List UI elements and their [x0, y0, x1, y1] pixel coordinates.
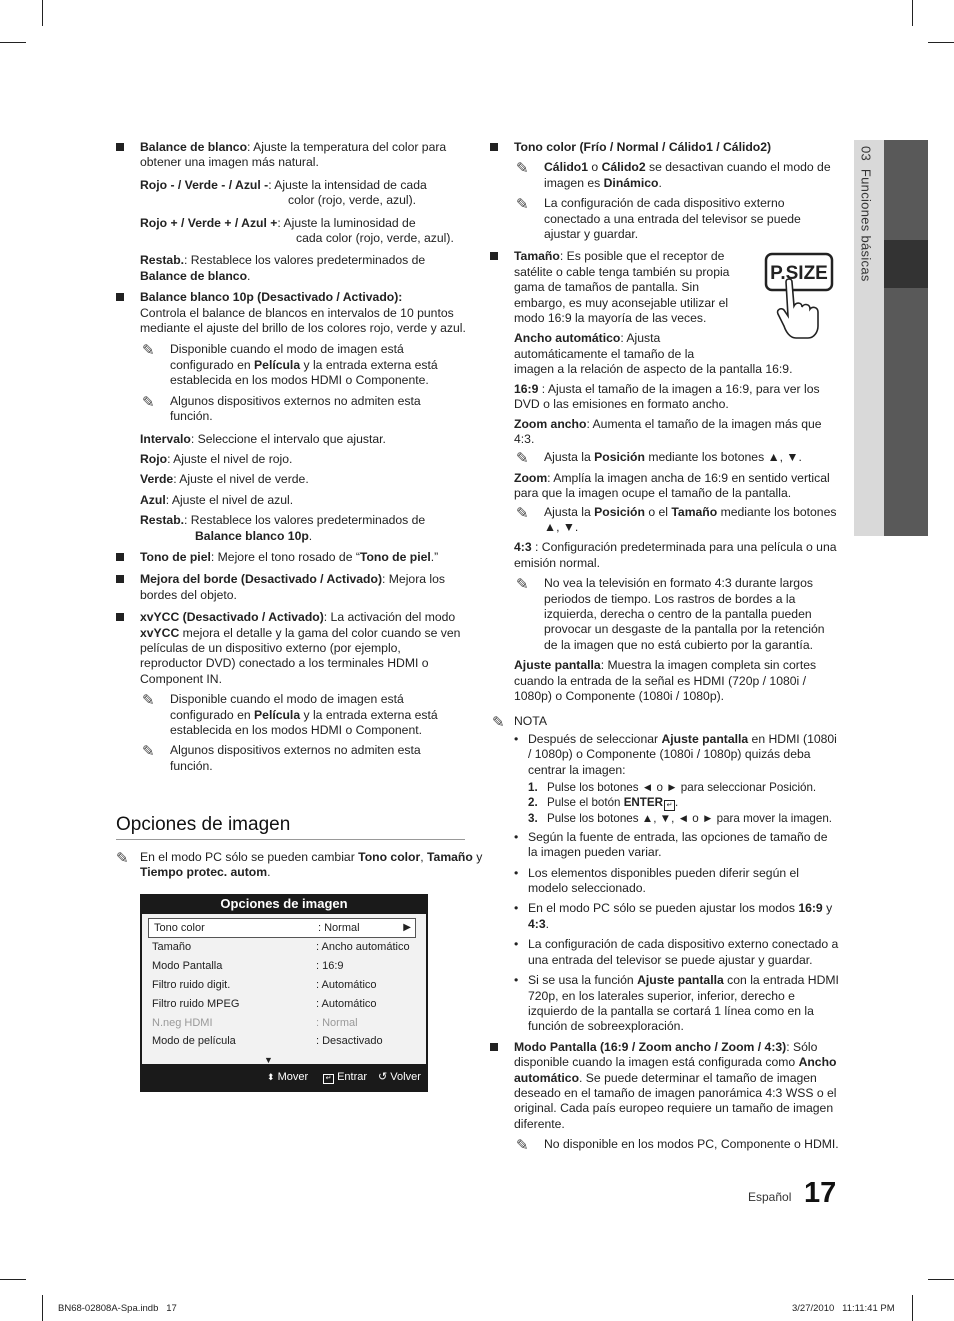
term: Tamaño [514, 249, 560, 264]
note [140, 692, 466, 738]
desc: : Muestra la imagen completa sin cortes cuando la entrada de la señal es HDMI (720p / 1080i / 1080p) o Componente (1080i / 1080p). [514, 658, 817, 703]
list-item: 2. Pulse el botón ENTER ↵ . [528, 796, 679, 810]
crop-mark [42, 0, 43, 26]
crop-mark [0, 1279, 26, 1280]
up-down-arrow-icon: ⬍ [267, 1072, 275, 1082]
desc: Ajusta la [544, 450, 595, 465]
desc: . [658, 175, 662, 190]
desc: En el modo PC sólo se pueden cambiar [140, 850, 359, 864]
osd-row-label: Modo de película [152, 1035, 236, 1047]
desc: , [420, 850, 427, 864]
osd-row-label: Tamaño [152, 941, 192, 953]
term: Zoom [514, 470, 548, 485]
chapter-tab-label [858, 146, 873, 282]
square-bullet-icon [116, 553, 124, 561]
term: Rojo + / Verde + / Azul + [140, 215, 278, 230]
desc: Algunos dispositivos externos no admiten esta función. [170, 393, 421, 424]
desc: Pulse los botones ◄ o ► para seleccionar Posición. [547, 781, 817, 795]
osd-row-label: Tono color [154, 922, 205, 934]
sub-4-3 [490, 540, 840, 571]
crop-mark [0, 42, 26, 43]
desc: . [267, 865, 271, 880]
sub-verde [116, 472, 466, 487]
term: Posición [594, 450, 645, 465]
psize-button-label: P.SIZE [770, 263, 828, 284]
desc: : La activación del modo [323, 610, 456, 625]
list-item [528, 780, 840, 795]
steps-list [512, 780, 840, 827]
desc: : Aumenta el tamaño de la imagen más que 4:3. [514, 416, 822, 446]
desc: : Ajuste la luminosidad de [277, 215, 416, 230]
osd-row-filtro-digit[interactable] [152, 976, 414, 994]
osd-row-nneg-hdmi [152, 1014, 414, 1032]
desc: o el [644, 504, 672, 519]
desc: mediante los botones ▲, ▼. [644, 450, 802, 465]
osd-menu [140, 894, 428, 1092]
sub-azul [116, 493, 466, 508]
desc: y la entrada externa está establecida en los modos HDMI o Component. [170, 707, 438, 737]
term: Tamaño [671, 504, 718, 519]
desc: La configuración de cada dispositivo externo conectado a una entrada del televisor se puede ajustar y guardar. [528, 937, 839, 967]
desc: Pulse el botón [547, 796, 624, 810]
enter-icon: ↵ [664, 800, 675, 811]
desc: Disponible cuando el modo de imagen está configurado en [170, 692, 404, 722]
term: Ajuste pantalla [661, 731, 749, 746]
desc: : Ajuste el nivel de rojo. [167, 451, 293, 466]
term: Rojo - / Verde - / Azul - [140, 177, 269, 192]
osd-menu-title: Opciones de imagen [220, 896, 348, 911]
term: Ajuste pantalla [637, 973, 724, 988]
osd-row-label: N.neg HDMI [152, 1017, 213, 1029]
term: Tono color [358, 850, 421, 864]
term: Azul [140, 492, 166, 507]
term: 16:9 [798, 901, 823, 916]
term: Modo Pantalla (16:9 / Zoom ancho / Zoom / 4:3) [514, 1039, 787, 1054]
term: Tono de piel [359, 549, 431, 564]
bullet-xvycc [116, 610, 466, 687]
scroll-down-icon[interactable]: ▼ [264, 1055, 273, 1065]
term: Intervalo [140, 431, 191, 446]
term: Balance de blanco [140, 268, 248, 283]
bullet-balance-10p [116, 290, 466, 336]
square-bullet-icon [116, 293, 124, 301]
note [514, 576, 840, 653]
left-column [116, 140, 466, 774]
square-bullet-icon [490, 1043, 498, 1051]
bullet-balance-blanco [116, 140, 466, 171]
desc: o [588, 160, 602, 175]
section-title: Opciones de imagen [116, 814, 465, 840]
pencil-note-icon: ✎ [516, 160, 529, 178]
term: Ancho automático [514, 1055, 837, 1085]
desc: : Configuración predeterminada para una película o una emisión normal. [514, 540, 837, 570]
desc: Pulse los botones ▲, ▼, ◄ o ► para mover la imagen. [547, 812, 832, 826]
chapter-number: 03 [858, 146, 874, 162]
desc: : Restablece los valores predeterminados de [184, 253, 426, 268]
pencil-note-icon: ✎ [116, 850, 129, 867]
bullet-tono-color [490, 140, 840, 155]
term: xvYCC [140, 625, 180, 640]
desc: En el modo PC sólo se pueden ajustar los modos [528, 901, 799, 916]
note [514, 196, 840, 242]
term: 16:9 [514, 381, 539, 396]
sub-zoom [490, 471, 840, 502]
page-number: 17 [804, 1177, 837, 1209]
list-item [512, 937, 840, 968]
desc: . Se puede determinar el tamaño de imagen deseado en el tamaño de imagen panorámica 4:3 WSS o el original. Cada país europeo requiere un tamaño de imagen diferente. [514, 1070, 837, 1131]
note [514, 505, 840, 536]
list-item [512, 901, 840, 932]
chapter-tab-dark [884, 140, 928, 536]
desc: : Sólo disponible cuando la imagen está configurada como [514, 1039, 818, 1070]
crop-mark [42, 1295, 43, 1321]
nota-block [490, 714, 840, 732]
pencil-note-icon: ✎ [516, 196, 529, 214]
sub-16-9 [490, 382, 840, 413]
desc: : Restablece los valores predeterminados de [184, 513, 426, 528]
date-footer: 3/27/2010 11:11:41 PM [792, 1303, 895, 1314]
square-bullet-icon [116, 613, 124, 621]
note [140, 394, 466, 425]
osd-row-value: : Automático [316, 979, 377, 991]
osd-row-value: : Desactivado [316, 1035, 383, 1047]
crop-mark [912, 0, 913, 26]
term: Tono color (Frío / Normal / Cálido1 / Cálido2) [514, 140, 772, 154]
bullet-modo-pantalla [490, 1040, 840, 1132]
square-bullet-icon [490, 252, 498, 260]
osd-row-value: : Normal [318, 922, 360, 934]
osd-row-value: : Normal [316, 1017, 358, 1029]
osd-row-value: : 16:9 [316, 960, 344, 972]
pencil-note-icon: ✎ [516, 504, 529, 522]
square-bullet-icon [116, 575, 124, 583]
term: Balance blanco 10p [195, 528, 309, 543]
arrow-right-icon: ▶ [403, 922, 411, 933]
desc: . [247, 268, 251, 283]
desc: : Ajuste la temperatura del color para obtener una imagen más natural. [140, 140, 447, 170]
desc: Controla el balance de blancos en intervalos de 10 puntos mediante el ajuste del brillo de los colores rojo, verde y azul. [140, 305, 466, 336]
enter-icon: ↵ [323, 1074, 334, 1084]
list-item [512, 973, 840, 1035]
term: Dinámico [603, 175, 659, 190]
osd-row-label: Modo Pantalla [152, 960, 223, 972]
list-item [512, 830, 840, 861]
desc: y [822, 901, 833, 916]
note [514, 450, 840, 468]
osd-row-tono-color[interactable] [148, 918, 416, 938]
square-bullet-icon [490, 143, 498, 151]
desc: Algunos dispositivos externos no admiten esta función. [170, 743, 421, 773]
sub-restab-1 [116, 253, 466, 284]
desc: cada color (rojo, verde, azul). [296, 231, 454, 246]
osd-row-modo-pantalla[interactable] [152, 957, 414, 975]
desc: No vea la televisión en formato 4:3 durante largos periodos de tiempo. Los rastros de bordes a la izquierda, derecha o centro de la pantalla pueden provocar un desgaste de la pantalla por la retención de la imagen que no está cubierto por la garantía. [544, 576, 825, 652]
pencil-note-icon: ✎ [142, 692, 155, 710]
pencil-note-icon: ✎ [516, 576, 529, 594]
step-number: 2. [528, 796, 538, 810]
sub-restab-2 [116, 513, 466, 544]
term: xvYCC (Desactivado / Activado) [140, 610, 324, 625]
osd-back-hint [378, 1066, 421, 1088]
return-icon: ↺ [378, 1071, 388, 1083]
desc: : Ajuste el nivel de verde. [173, 472, 309, 487]
term: Ajuste pantalla [514, 658, 601, 673]
desc: . [308, 528, 313, 543]
term: Balance de blanco [140, 140, 248, 154]
osd-move-hint [267, 1066, 308, 1088]
hint-label: Volver [390, 1071, 421, 1083]
term: Tono de piel [140, 549, 211, 564]
sub-zoom-ancho [490, 417, 840, 448]
step-number: 1. [528, 781, 538, 795]
bullet-mejora-borde [116, 572, 466, 603]
osd-menu-list [142, 914, 426, 1064]
term: Cálido1 [544, 160, 589, 175]
desc: color (rojo, verde, azul). [288, 193, 417, 208]
osd-row-modo-pelicula[interactable] [152, 1032, 414, 1050]
note [514, 1137, 840, 1155]
desc: : Seleccione el intervalo que ajustar. [190, 431, 386, 446]
osd-menu-footer [140, 1066, 428, 1088]
osd-enter-hint [323, 1066, 367, 1088]
desc: se desactivan cuando el modo de imagen es [544, 160, 831, 190]
term: Cálido2 [601, 160, 646, 175]
nota-list [490, 732, 840, 1035]
crop-mark [912, 1295, 913, 1321]
osd-row-tamano[interactable] [152, 938, 414, 956]
term: 4:3 [528, 916, 546, 931]
term: Ancho automático [514, 331, 621, 346]
desc: imagen a la relación de aspecto de la pantalla 16:9. [514, 362, 793, 377]
desc: : Amplía la imagen ancha de 16:9 en sentido vertical para que la imagen ocupe el tamaño de la pantalla. [514, 470, 830, 501]
desc: Disponible cuando el modo de imagen está configurado en [170, 342, 404, 372]
osd-row-label: Filtro ruido digit. [152, 979, 231, 991]
sub-ajuste-pantalla [490, 658, 840, 704]
note [140, 342, 466, 388]
desc: : Ajuste el nivel de azul. [165, 492, 294, 507]
desc: .” [430, 549, 439, 564]
list-item [512, 732, 840, 778]
file-footer: BN68-02808A-Spa.indb 17 [58, 1303, 177, 1314]
term: Balance blanco 10p (Desactivado / Activado): [140, 290, 403, 305]
pencil-note-icon: ✎ [492, 714, 505, 732]
crop-mark [928, 42, 954, 43]
sub-rojo-menos [116, 178, 466, 209]
sub-rojo-mas [116, 216, 466, 247]
hint-label: Entrar [337, 1071, 368, 1083]
term: Tamaño [427, 850, 473, 864]
term: Restab. [140, 513, 185, 528]
bullet-tamano [490, 249, 740, 326]
desc: y [472, 850, 483, 864]
term: Película [254, 707, 301, 722]
osd-row-value: : Automático [316, 998, 377, 1010]
desc: La configuración de cada dispositivo externo conectado a una entrada del televisor se puede ajustar y guardar. [544, 196, 801, 242]
desc: en HDMI (1080i / 1080p) o Componente (1080i / 1080p) quizás deba centrar la imagen: [528, 731, 837, 777]
desc: con la entrada HDMI 720p, en los laterales superior, inferior, derecho e izquierdo de la pantalla se cortará 1 línea como en la función de sobreexploración. [528, 973, 839, 1034]
pencil-note-icon: ✎ [142, 743, 155, 761]
note [514, 160, 840, 191]
term: Posición [594, 504, 645, 519]
pencil-note-icon: ✎ [516, 450, 529, 468]
term: Película [254, 357, 301, 372]
desc: Los elementos disponibles pueden diferir según el modelo seleccionado. [528, 865, 800, 896]
desc: : Mejore el tono rosado de “ [210, 549, 360, 564]
desc: y la entrada externa está establecida en los modos HDMI o Componente. [170, 357, 438, 388]
desc: Según la fuente de entrada, las opciones de tamaño de la imagen pueden variar. [528, 829, 828, 860]
desc: mejora el detalle y la gama del color cuando se ven películas de un dispositivo externo (por ejemplo, reproductor DVD) conectado a los terminales HDMI o Component IN. [140, 625, 461, 686]
note [140, 743, 466, 774]
term: Tiempo protec. autom [140, 865, 268, 880]
desc: : Mejora los bordes del objeto. [140, 572, 445, 602]
term: 4:3 [514, 540, 532, 555]
osd-row-label: Filtro ruido MPEG [152, 998, 240, 1010]
desc: . [545, 916, 550, 931]
step-number: 3. [528, 812, 538, 826]
nota-title: NOTA [514, 714, 547, 729]
desc: : Ajusta automáticamente el tamaño de la [514, 331, 695, 361]
term: ENTER [623, 796, 663, 810]
term: Mejora del borde (Desactivado / Activado) [140, 572, 382, 587]
pencil-note-icon: ✎ [516, 1137, 529, 1155]
bullet-tono-piel [116, 550, 466, 565]
osd-row-value: : Ancho automático [316, 941, 410, 953]
page-language: Español [748, 1190, 792, 1204]
desc: Si se usa la función [528, 973, 638, 988]
crop-mark [928, 1279, 954, 1280]
desc: No disponible en los modos PC, Componente o HDMI. [544, 1137, 839, 1152]
hint-label: Mover [277, 1071, 309, 1083]
osd-row-filtro-mpeg[interactable] [152, 995, 414, 1013]
psize-button-illustration [764, 252, 836, 340]
sub-rojo [116, 452, 466, 467]
desc: : Ajuste la intensidad de cada [268, 177, 427, 192]
square-bullet-icon [116, 143, 124, 151]
pencil-note-icon: ✎ [142, 342, 155, 360]
desc: : Ajusta el tamaño de la imagen a 16:9, para ver los DVD o las emisiones en formato ancho. [514, 381, 820, 412]
term: Verde [140, 472, 174, 487]
desc: : Es posible que el receptor de satélite o cable tenga también su propia gama de tamaños de pantalla. Sin embargo, es muy aconsejable utilizar el modo 16:9 la mayoría de las veces. [514, 249, 730, 326]
desc: Después de seleccionar [528, 731, 662, 746]
list-item [512, 866, 840, 897]
chapter-title: Funciones básicas [858, 168, 874, 282]
pc-note [114, 850, 490, 881]
list-item [528, 811, 840, 826]
term: Zoom ancho [514, 416, 587, 431]
term: Restab. [140, 253, 185, 268]
chapter-tab-marker [884, 240, 928, 288]
pencil-note-icon: ✎ [142, 393, 155, 411]
desc: mediante los botones ▲, ▼. [544, 504, 837, 534]
sub-intervalo [116, 432, 466, 447]
desc: Ajusta la [544, 504, 595, 519]
term: Rojo [140, 451, 168, 466]
